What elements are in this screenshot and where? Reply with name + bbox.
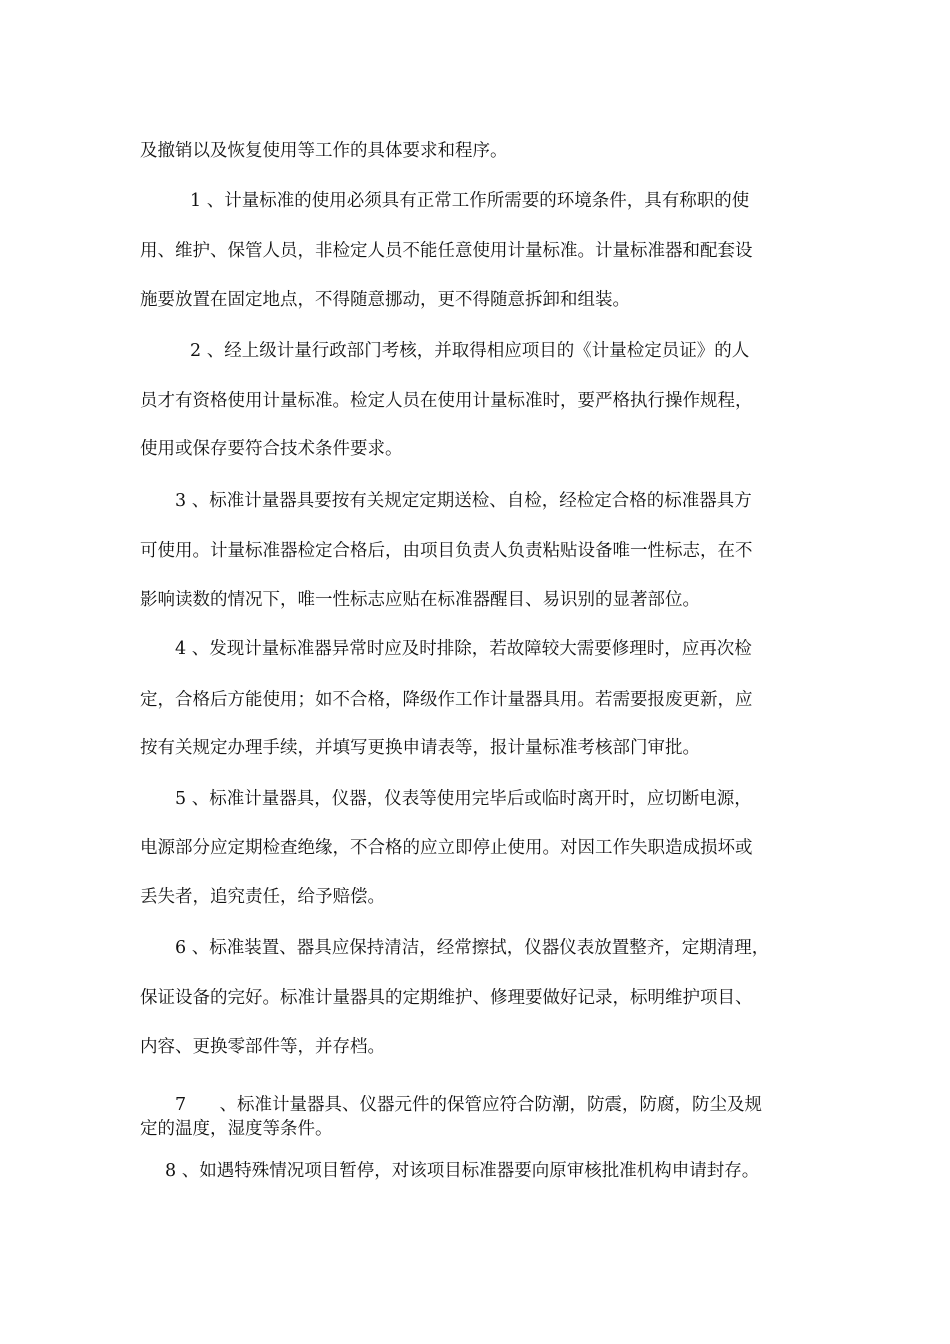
text-line: 定的温度，湿度等条件。 bbox=[140, 1119, 333, 1139]
text-line: 保证设备的完好。标准计量器具的定期维护、修理要做好记录，标明维护项目、 bbox=[140, 988, 753, 1008]
text-line: 定，合格后方能使用；如不合格，降级作工作计量器具用。若需要报废更新，应 bbox=[140, 690, 753, 710]
text-line: 可使用。计量标准器检定合格后，由项目负责人负责粘贴设备唯一性标志，在不 bbox=[140, 541, 753, 561]
text-line: 按有关规定办理手续，并填写更换申请表等，报计量标准考核部门审批。 bbox=[140, 738, 700, 758]
text-line: 员才有资格使用计量标准。检定人员在使用计量标准时，要严格执行操作规程， bbox=[140, 391, 753, 411]
text-line: 电源部分应定期检查绝缘，不合格的应立即停止使用。对因工作失职造成损坏或 bbox=[140, 838, 753, 858]
text-line: 6 、标准装置、器具应保持清洁，经常擦拭，仪器仪表放置整齐，定期清理， bbox=[175, 938, 770, 958]
text-line: 7 、标准计量器具、仪器元件的保管应符合防潮，防震，防腐，防尘及规 bbox=[175, 1095, 763, 1115]
text-line: 施要放置在固定地点，不得随意挪动，更不得随意拆卸和组装。 bbox=[140, 290, 630, 310]
text-line: 及撤销以及恢复使用等工作的具体要求和程序。 bbox=[140, 141, 508, 161]
text-line: 用、维护、保管人员，非检定人员不能任意使用计量标准。计量标准器和配套设 bbox=[140, 241, 753, 261]
text-line: 1 、计量标准的使用必须具有正常工作所需要的环境条件，具有称职的使 bbox=[190, 191, 750, 211]
text-line: 丢失者，追究责任，给予赔偿。 bbox=[140, 887, 385, 907]
text-line: 5 、标准计量器具，仪器，仪表等使用完毕后或临时离开时，应切断电源， bbox=[175, 789, 752, 809]
text-line: 3 、标准计量器具要按有关规定定期送检、自检，经检定合格的标准器具方 bbox=[175, 491, 752, 511]
text-line: 2 、经上级计量行政部门考核，并取得相应项目的《计量检定员证》的人 bbox=[190, 341, 750, 361]
text-line: 8 、如遇特殊情况项目暂停，对该项目标准器要向原审核批准机构申请封存。 bbox=[165, 1161, 760, 1181]
text-line: 影响读数的情况下，唯一性标志应贴在标准器醒目、易识别的显著部位。 bbox=[140, 590, 700, 610]
text-line: 内容、更换零部件等，并存档。 bbox=[140, 1037, 385, 1057]
text-line: 使用或保存要符合技术条件要求。 bbox=[140, 439, 403, 459]
text-line: 4 、发现计量标准器异常时应及时排除，若故障较大需要修理时，应再次检 bbox=[175, 639, 752, 659]
